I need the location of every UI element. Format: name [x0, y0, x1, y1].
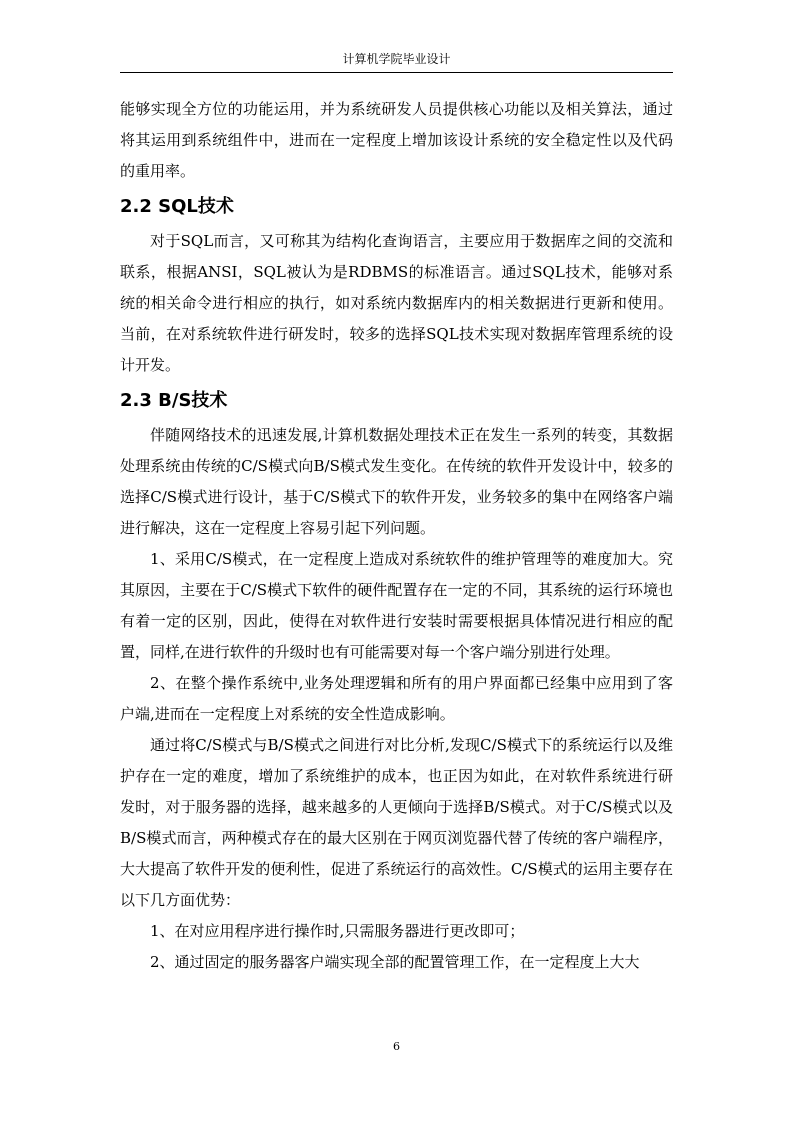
paragraph-advantage-2: 2、通过固定的服务器客户端实现全部的配置管理工作，在一定程度上大大: [150, 953, 640, 971]
paragraph-comparison: 通过将C/S模式与B/S模式之间进行对比分析,发现C/S模式下的系统运行以及维护存在一定的难度，增加了系统维护的成本，也正因为如此，在对软件系统进行研发时，对于服务器的选择，越来越多的人更倾向于选择B/S模式。对于C/S模式以及B/S模式而言，两种模式存在的最大区别在于网页浏览器代替了传统的客户端程序，大大提高了软件开发的便利性，促进了系统运行的高效性。C/S模式的运用主要存在以下几方面优势：: [120, 736, 673, 909]
paragraph-sql: 对于SQL而言，又可称其为结构化查询语言，主要应用于数据库之间的交流和联系，根据ANSI，SQL被认为是RDBMS的标准语言。通过SQL技术，能够对系统的相关命令进行相应的执行，如对系统内数据库内的相关数据进行更新和使用。当前，在对系统软件进行研发时，较多的选择SQL技术实现对数据库管理系统的设计开发。: [120, 232, 673, 374]
paragraph-advantage-1: 1、在对应用程序进行操作时,只需服务器进行更改即可；: [150, 922, 525, 940]
page-header: 计算机学院毕业设计: [342, 52, 451, 66]
page-number: 6: [393, 1040, 400, 1053]
header-divider: [120, 72, 673, 73]
paragraph-bs-intro: 伴随网络技术的迅速发展,计算机数据处理技术正在发生一系列的转变，其数据处理系统由传统的C/S模式向B/S模式发生变化。在传统的软件开发设计中，较多的选择C/S模式进行设计，基于C/S模式下的软件开发，业务较多的集中在网络客户端进行解决，这在一定程度上容易引起下列问题。: [120, 426, 673, 537]
paragraph-issue-2: 2、在整个操作系统中,业务处理逻辑和所有的用户界面都已经集中应用到了客户端,进而在一定程度上对系统的安全性造成影响。: [120, 674, 673, 723]
document-body: [120, 94, 673, 978]
paragraph-continuation: 能够实现全方位的功能运用，并为系统研发人员提供核心功能以及相关算法，通过将其运用到系统组件中，进而在一定程度上增加该设计系统的安全稳定性以及代码的重用率。: [120, 100, 673, 180]
section-heading-sql: 2.2 SQL技术: [120, 196, 234, 217]
paragraph-issue-1: 1、采用C/S模式，在一定程度上造成对系统软件的维护管理等的难度加大。究其原因，主要在于C/S模式下软件的硬件配置存在一定的不同，其系统的运行环境也有着一定的区别，因此，使得在对软件进行安装时需要根据具体情况进行相应的配置，同样,在进行软件的升级时也有可能需要对每一个客户端分别进行处理。: [120, 550, 673, 661]
section-heading-bs: 2.3 B/S技术: [120, 390, 228, 411]
